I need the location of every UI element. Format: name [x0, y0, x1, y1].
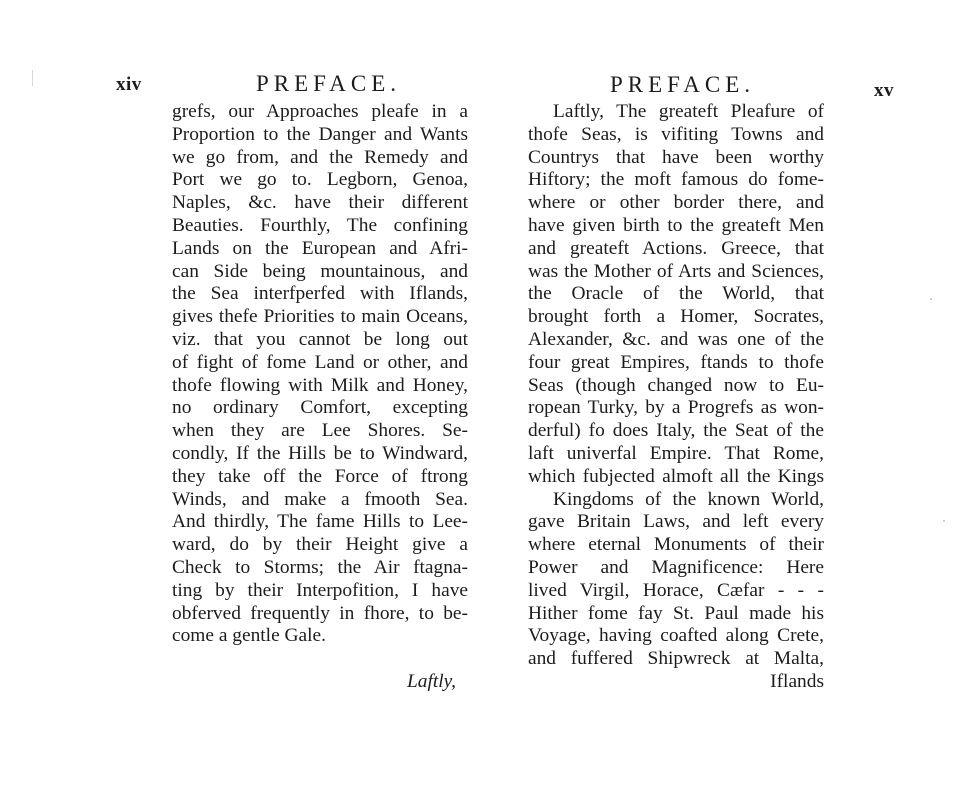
page-number: xv — [874, 80, 894, 101]
text-line: Port we go to. Legborn, Genoa, — [172, 169, 468, 191]
text-line: ting by their Interpofition, I have — [172, 579, 468, 601]
text-line: brought forth a Homer, Socrates, — [528, 306, 824, 328]
text-line: have given birth to the greateft Men — [528, 214, 824, 236]
text-line: Check to Storms; the Air ftagna- — [172, 556, 468, 578]
catchword: Iflands — [770, 670, 824, 692]
text-line: and fuffered Shipwreck at Malta, — [528, 648, 824, 670]
page-number: xiv — [116, 74, 142, 95]
text-line: condly, If the Hills be to Windward, — [172, 442, 468, 464]
body-text — [172, 101, 468, 648]
right-page — [490, 0, 980, 810]
text-line: which fubjected almoft all the Kings — [528, 465, 824, 487]
text-line: ward, do by their Height give a — [172, 534, 468, 556]
text-line: Kingdoms of the known World, — [553, 488, 824, 510]
text-line: the Oracle of the World, that — [528, 283, 824, 305]
text-line: Hither fome fay St. Paul made his — [528, 602, 824, 624]
text-line: Proportion to the Danger and Wants — [172, 123, 468, 145]
text-line: can Side being mountainous, and — [172, 260, 468, 282]
text-line: no ordinary Comfort, excepting — [172, 397, 468, 419]
text-line: grefs, our Approaches pleafe in a — [172, 101, 468, 122]
text-line: obferved frequently in fhore, to be- — [172, 602, 468, 624]
text-line: laft univerfal Empire. That Rome, — [528, 442, 824, 464]
text-line: where eternal Monuments of their — [528, 534, 824, 556]
body-text — [528, 101, 824, 694]
text-line: Laftly, The greateft Pleafure of — [553, 101, 824, 122]
margin-mark — [32, 70, 33, 86]
text-line: ropean Turky, by a Progrefs as won- — [528, 397, 824, 419]
text-line: four great Empires, ftands to thofe — [528, 351, 824, 373]
text-line: when they are Lee Shores. Se- — [172, 420, 468, 442]
text-line: we go from, and the Remedy and — [172, 146, 468, 168]
text-line: thofe Seas, is vifiting Towns and — [528, 123, 824, 145]
text-line: Voyage, having coafted along Crete, — [528, 625, 824, 647]
text-line: where or other border there, and — [528, 192, 824, 214]
text-line: Hiftory; the moft famous do fome- — [528, 169, 824, 191]
running-head: PREFACE. — [610, 72, 756, 97]
text-line: And thirdly, The fame Hills to Lee- — [172, 511, 468, 533]
text-line: of fight of fome Land or other, and — [172, 351, 468, 373]
catchword: Laftly, — [407, 671, 457, 692]
text-line: Lands on the European and Afri- — [172, 237, 468, 259]
text-line: lived Virgil, Horace, Cæfar - - - — [528, 579, 824, 601]
paper-speck — [943, 520, 945, 522]
text-line: derful) fo does Italy, the Seat of the — [528, 420, 824, 442]
running-head: PREFACE. — [256, 71, 402, 96]
text-line: Beauties. Fourthly, The confining — [172, 214, 468, 236]
text-line: was the Mother of Arts and Sciences, — [528, 260, 824, 282]
text-line: Seas (though changed now to Eu- — [528, 374, 824, 396]
text-line: viz. that you cannot be long out — [172, 328, 468, 350]
text-line: they take off the Force of ftrong — [172, 465, 468, 487]
text-line: and greateft Actions. Greece, that — [528, 237, 824, 259]
text-line: thofe flowing with Milk and Honey, — [172, 374, 468, 396]
text-line: Winds, and make a fmooth Sea. — [172, 488, 468, 510]
text-line: Naples, &c. have their different — [172, 192, 468, 214]
paper-speck — [930, 298, 932, 300]
text-line: Alexander, &c. and was one of the — [528, 328, 824, 350]
text-line: Power and Magnificence: Here — [528, 556, 824, 578]
text-line: the Sea interfperfed with Iflands, — [172, 283, 468, 305]
text-line: come a gentle Gale. — [172, 625, 326, 647]
text-line: Countrys that have been worthy — [528, 146, 824, 168]
text-line: gives thefe Priorities to main Oceans, — [172, 306, 468, 328]
text-line: gave Britain Laws, and left every — [528, 511, 824, 533]
